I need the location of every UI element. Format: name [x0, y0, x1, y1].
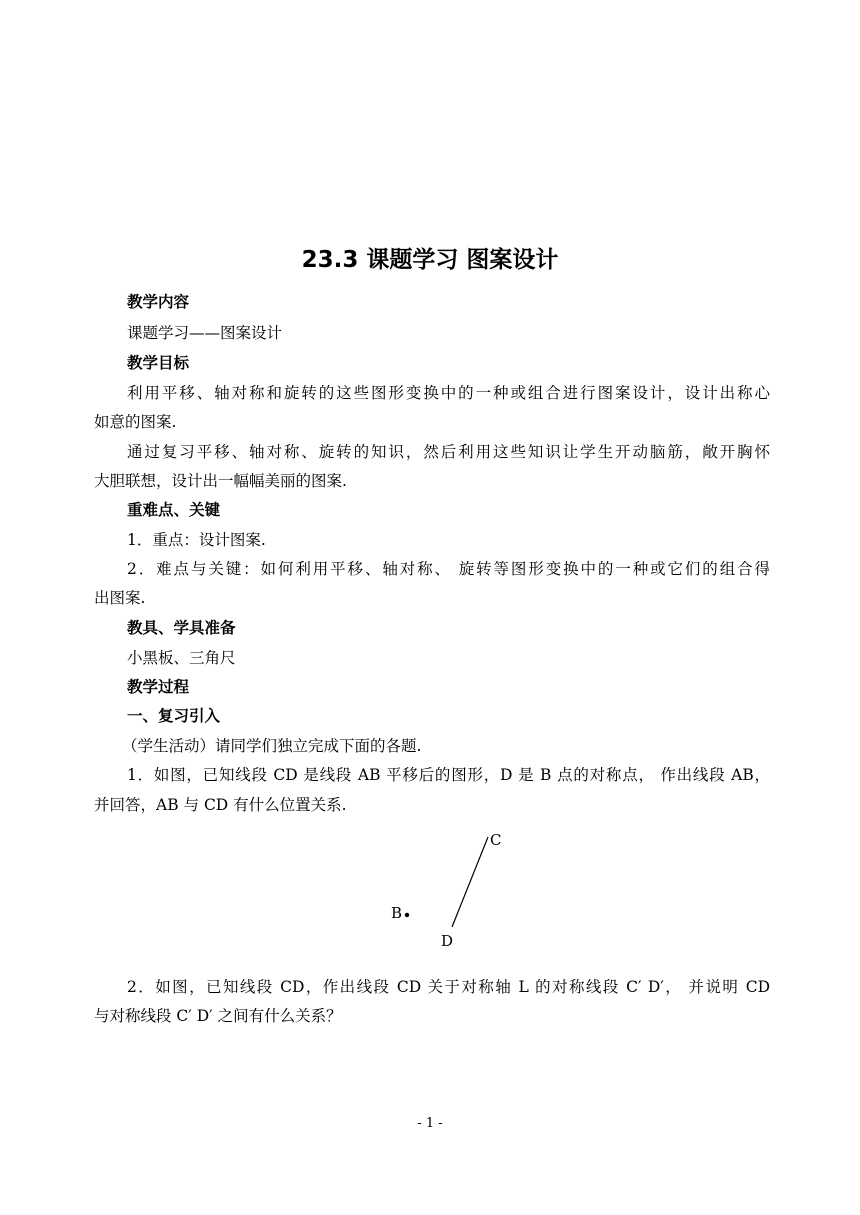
content-heading: 教学内容 — [127, 293, 190, 311]
segment-figure — [380, 825, 520, 955]
page-title: 23.3 课题学习 图案设计 — [301, 247, 559, 273]
point-b — [405, 913, 409, 917]
key-point-2-line2: 出图案. — [94, 589, 146, 607]
activity-text: （学生活动）请同学们独立完成下面的各题. — [122, 737, 422, 755]
content-text: 课题学习——图案设计 — [127, 324, 283, 342]
goal2-line2: 大胆联想，设计出一幅幅美丽的图案. — [94, 472, 347, 490]
goal1-line2: 如意的图案. — [94, 413, 177, 431]
label-b: B — [391, 904, 403, 922]
goals-heading: 教学目标 — [127, 354, 190, 372]
question-1-line1: 1．如图，已知线段 CD 是线段 AB 平移后的图形，D 是 B 点的对称点， 作出线段 AB， — [127, 766, 770, 784]
key-point-2-line1: 2．难点与关键：如何利用平移、轴对称、 旋转等图形变换中的一种或它们的组合得 — [127, 560, 770, 578]
goal1-line1: 利用平移、轴对称和旋转的这些图形变换中的一种或组合进行图案设计，设计出称心 — [127, 384, 770, 402]
tools-heading: 教具、学具准备 — [127, 619, 236, 637]
key-heading: 重难点、关键 — [127, 501, 221, 519]
question-2-line2: 与对称线段 C′ D′ 之间有什么关系？ — [94, 1007, 342, 1025]
goal2-line1: 通过复习平移、轴对称、旋转的知识，然后利用这些知识让学生开动脑筋，敞开胸怀 — [127, 443, 770, 461]
label-d: D — [441, 932, 454, 950]
segment-cd — [452, 837, 488, 927]
process-heading: 教学过程 — [127, 678, 190, 696]
question-2-line1: 2．如图，已知线段 CD，作出线段 CD 关于对称轴 L 的对称线段 C′ D′， 并说明 CD — [127, 978, 770, 996]
key-point-1: 1．重点：设计图案. — [127, 531, 266, 549]
review-heading: 一、复习引入 — [127, 707, 221, 725]
page-number: - 1 - — [417, 1116, 443, 1131]
label-c: C — [490, 831, 502, 849]
tools-text: 小黑板、三角尺 — [127, 649, 236, 667]
question-1-line2: 并回答，AB 与 CD 有什么位置关系. — [94, 796, 347, 814]
